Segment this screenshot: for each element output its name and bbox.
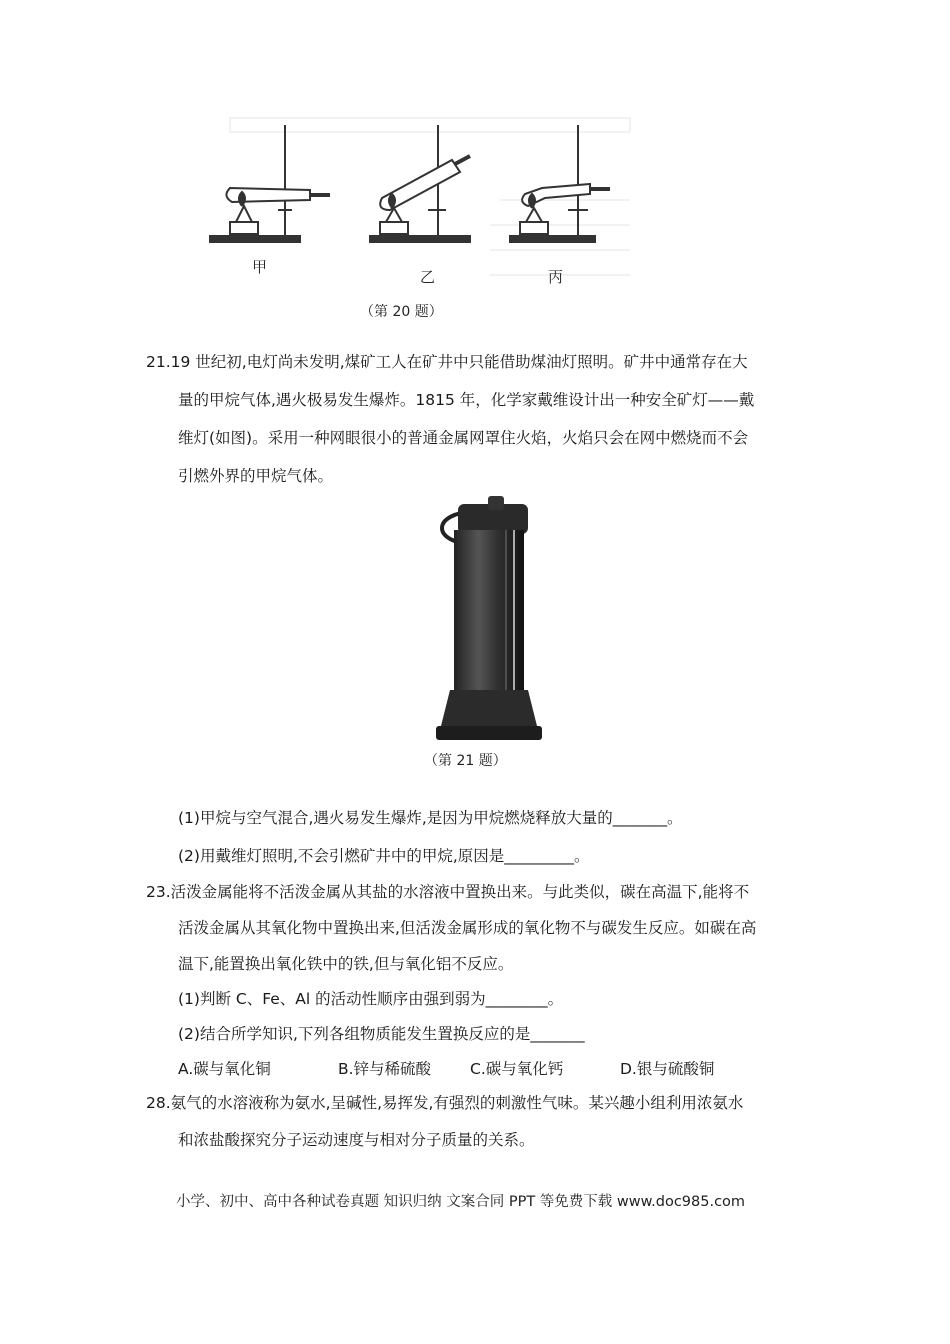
q23-option-c: C.碳与氧化钙	[470, 1060, 564, 1078]
q23-option-a: A.碳与氧化铜	[178, 1060, 271, 1078]
q21-sub-1: (1)甲烷与空气混合,遇火易发生爆炸,是因为甲烷燃烧释放大量的_______。	[178, 809, 683, 827]
figure-21-davy-lamp	[410, 490, 560, 780]
q23-line-1: 23.活泼金属能将不活泼金属从其盐的水溶液中置换出来。与此类似，碳在高温下,能将不	[146, 883, 750, 901]
q23-sub-1: (1)判断 C、Fe、Al 的活动性顺序由强到弱为________。	[178, 990, 564, 1008]
q21-sub-2: (2)用戴维灯照明,不会引燃矿井中的甲烷,原因是_________。	[178, 847, 590, 865]
q28-line-1: 28.氨气的水溶液称为氨水,呈碱性,易挥发,有强烈的刺激性气味。某兴趣小组利用浓氨水	[146, 1094, 744, 1112]
q21-line-4: 引燃外界的甲烷气体。	[178, 467, 334, 485]
figure-20-apparatus	[170, 110, 650, 335]
page-footer: 小学、初中、高中各种试卷真题 知识归纳 文案合同 PPT 等免费下载 www.doc985.com	[176, 1194, 746, 1210]
q21-line-1: 21.19 世纪初,电灯尚未发明,煤矿工人在矿井中只能借助煤油灯照明。矿井中通常存在大	[146, 353, 748, 371]
apparatus-yi	[370, 125, 470, 242]
label-bing: 丙	[548, 268, 564, 286]
apparatus-jia	[210, 125, 330, 242]
q21-line-2: 量的甲烷气体,遇火极易发生爆炸。1815 年，化学家戴维设计出一种安全矿灯——戴	[178, 391, 755, 409]
label-jia: 甲	[252, 258, 268, 276]
q23-line-3: 温下,能置换出氧化铁中的铁,但与氧化铝不反应。	[178, 955, 514, 973]
q23-sub-2: (2)结合所学知识,下列各组物质能发生置换反应的是_______	[178, 1025, 585, 1043]
q23-option-b: B.锌与稀硫酸	[338, 1060, 432, 1078]
figure-20-caption: （第 20 题）	[360, 304, 443, 320]
q21-line-3: 维灯(如图)。采用一种网眼很小的普通金属网罩住火焰，火焰只会在网中燃烧而不会	[178, 429, 749, 447]
q28-line-2: 和浓盐酸探究分子运动速度与相对分子质量的关系。	[178, 1131, 535, 1149]
label-yi: 乙	[420, 268, 436, 286]
q23-option-d: D.银与硫酸铜	[620, 1060, 715, 1078]
q23-line-2: 活泼金属从其氧化物中置换出来,但活泼金属形成的氧化物不与碳发生反应。如碳在高	[178, 919, 757, 937]
apparatus-bing	[510, 125, 610, 242]
figure-21-caption: （第 21 题）	[424, 753, 507, 769]
